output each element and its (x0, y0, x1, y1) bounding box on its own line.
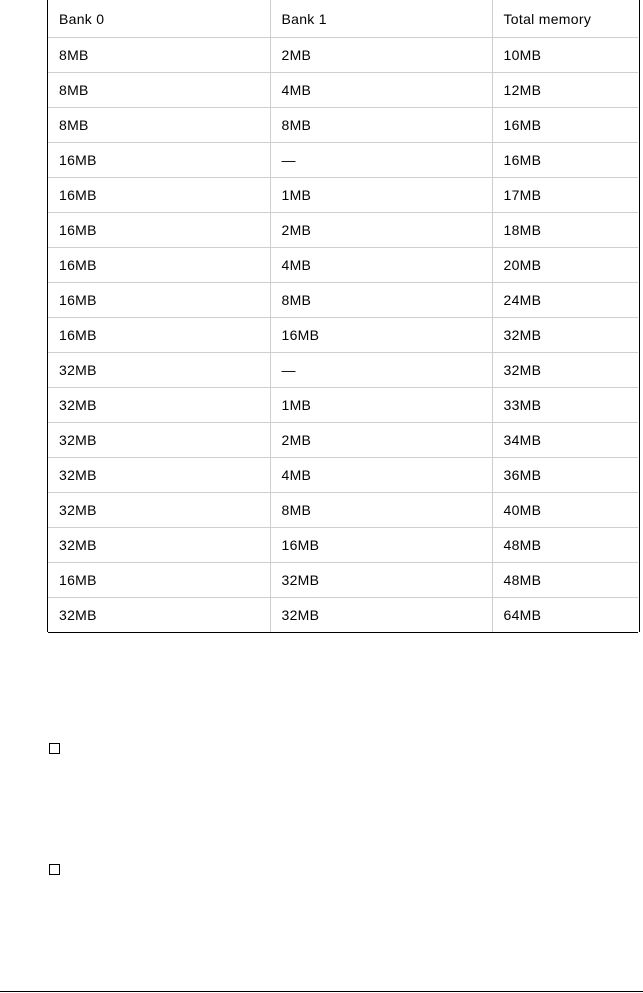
bank-1-cell: 16MB (270, 528, 492, 563)
bank-1-cell: 2MB (270, 38, 492, 73)
total-memory-cell: 64MB (492, 598, 638, 633)
bank-0-cell: 32MB (48, 458, 270, 493)
bank-0-cell: 16MB (48, 318, 270, 353)
table-row (48, 528, 638, 563)
total-memory-cell: 24MB (492, 283, 638, 318)
bank-0-cell: 32MB (48, 598, 270, 633)
total-memory-cell: 20MB (492, 248, 638, 283)
table-row (48, 38, 638, 73)
table-row (48, 423, 638, 458)
bank-1-cell: 32MB (270, 598, 492, 633)
total-memory-cell: 16MB (492, 108, 638, 143)
total-memory-cell: 36MB (492, 458, 638, 493)
bank-1-cell: 8MB (270, 108, 492, 143)
total-memory-cell: 12MB (492, 73, 638, 108)
table-row (48, 353, 638, 388)
total-memory-cell: 18MB (492, 213, 638, 248)
table-right-rule (639, 0, 640, 632)
checkbox-2[interactable] (49, 864, 60, 875)
bank-0-cell: 32MB (48, 493, 270, 528)
bank-1-cell: 4MB (270, 73, 492, 108)
bank-0-cell: 16MB (48, 178, 270, 213)
memory-configuration-table (48, 0, 638, 633)
bank-1-cell: 4MB (270, 458, 492, 493)
table-row (48, 493, 638, 528)
bank-0-cell: 32MB (48, 528, 270, 563)
bank-0-cell: 32MB (48, 388, 270, 423)
bank-1-cell: 1MB (270, 388, 492, 423)
bank-0-cell: 8MB (48, 73, 270, 108)
bank-1-cell: 16MB (270, 318, 492, 353)
total-memory-cell: 32MB (492, 353, 638, 388)
table-row (48, 388, 638, 423)
bank-0-cell: 8MB (48, 38, 270, 73)
table-row (48, 213, 638, 248)
total-memory-cell: 16MB (492, 143, 638, 178)
column-header-bank-1: Bank 1 (270, 0, 492, 38)
total-memory-cell: 32MB (492, 318, 638, 353)
bank-1-cell: 32MB (270, 563, 492, 598)
table-row (48, 458, 638, 493)
table-row (48, 108, 638, 143)
bank-1-cell: 1MB (270, 178, 492, 213)
table-row (48, 73, 638, 108)
bank-1-cell: 8MB (270, 283, 492, 318)
table-row (48, 178, 638, 213)
bank-1-cell: 2MB (270, 213, 492, 248)
column-header-total-memory: Total memory (492, 0, 638, 38)
bank-1-cell: — (270, 143, 492, 178)
bank-0-cell: 32MB (48, 423, 270, 458)
table-row (48, 563, 638, 598)
total-memory-cell: 48MB (492, 563, 638, 598)
bank-0-cell: 8MB (48, 108, 270, 143)
bank-0-cell: 32MB (48, 353, 270, 388)
bank-0-cell: 16MB (48, 283, 270, 318)
total-memory-cell: 34MB (492, 423, 638, 458)
bank-0-cell: 16MB (48, 143, 270, 178)
bank-0-cell: 16MB (48, 248, 270, 283)
bank-1-cell: 8MB (270, 493, 492, 528)
bank-1-cell: 2MB (270, 423, 492, 458)
table-row (48, 318, 638, 353)
table-row (48, 598, 638, 633)
table-row (48, 143, 638, 178)
total-memory-cell: 10MB (492, 38, 638, 73)
table-row (48, 283, 638, 318)
bank-0-cell: 16MB (48, 563, 270, 598)
total-memory-cell: 40MB (492, 493, 638, 528)
bank-0-cell: 16MB (48, 213, 270, 248)
total-memory-cell: 33MB (492, 388, 638, 423)
table-header-row (48, 0, 638, 38)
checkbox-1[interactable] (49, 743, 60, 754)
table-row (48, 248, 638, 283)
bank-1-cell: 4MB (270, 248, 492, 283)
column-header-bank-0: Bank 0 (48, 0, 270, 38)
table-body (48, 38, 638, 633)
page-footer-rule (0, 991, 643, 992)
total-memory-cell: 17MB (492, 178, 638, 213)
total-memory-cell: 48MB (492, 528, 638, 563)
bank-1-cell: — (270, 353, 492, 388)
